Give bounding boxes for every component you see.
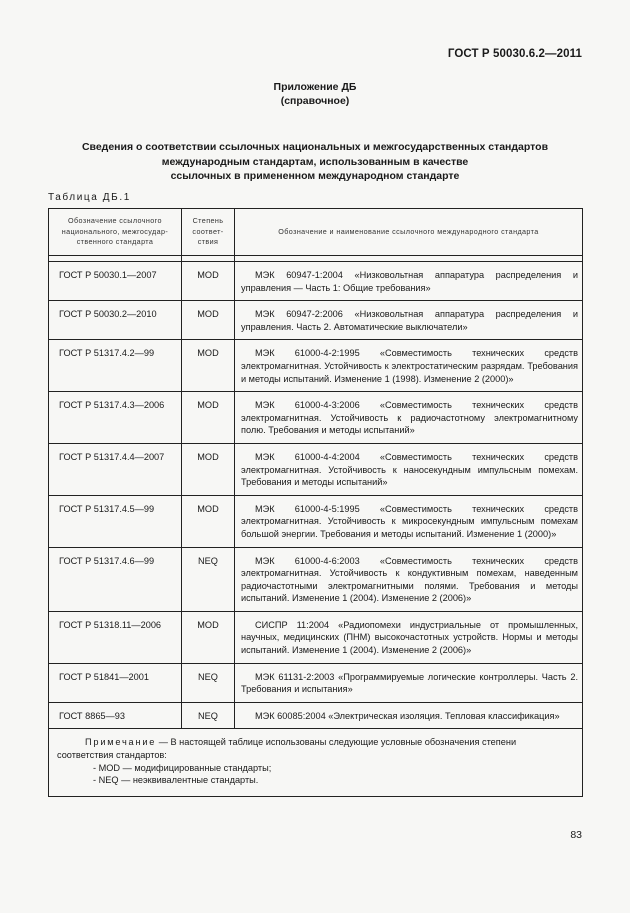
degree-cell: MOD <box>182 301 235 340</box>
appendix-title: Приложение ДБ <box>273 81 357 93</box>
international-standard-text: МЭК 61000-4-5:1995 «Совместимость технических средств электромагнитная. Устойчивость к микросекундным импульсным помехам большой энергии. Требования и методы испытаний. Изменение 1 (2000)» <box>241 503 578 539</box>
international-standard-cell <box>235 392 583 444</box>
note-item-mod: - MOD — модифицированные стандарты; <box>93 762 272 773</box>
national-standard-cell: ГОСТ Р 51841—2001 <box>49 663 182 702</box>
table-label: Таблица ДБ.1 <box>48 192 131 203</box>
degree-cell: MOD <box>182 340 235 392</box>
degree-cell: NEQ <box>182 663 235 702</box>
international-standard-cell <box>235 262 583 301</box>
standard-designation-header: ГОСТ Р 50030.6.2—2011 <box>447 48 582 60</box>
note-text: — В настоящей таблице использованы следующие условные обозначения степени соответствия стандартов: <box>57 737 517 761</box>
international-standard-cell <box>235 495 583 547</box>
international-standard-text: МЭК 61000-4-6:2003 «Совместимость технических средств электромагнитная. Устойчивость к кондуктивным помехам, наведенным радиочастотными электромагнитными полями. Требования и методы испытаний. Изменение 1 (2004). Изменение 2 (2006)» <box>241 555 578 604</box>
national-standard-cell: ГОСТ Р 51317.4.4—2007 <box>49 443 182 495</box>
degree-cell: MOD <box>182 392 235 444</box>
table-row <box>49 340 583 392</box>
table-row <box>49 702 583 729</box>
table-row <box>49 443 583 495</box>
table-row <box>49 495 583 547</box>
table-note-row <box>49 729 583 796</box>
table-row <box>49 301 583 340</box>
page-number: 83 <box>570 829 582 841</box>
national-standard-cell: ГОСТ Р 50030.1—2007 <box>49 262 182 301</box>
table-note <box>49 729 583 796</box>
table-row <box>49 392 583 444</box>
note-item-neq: - NEQ — неэквивалентные стандарты. <box>93 775 259 786</box>
degree-cell: MOD <box>182 611 235 663</box>
degree-cell: MOD <box>182 262 235 301</box>
degree-cell: NEQ <box>182 547 235 611</box>
international-standard-text: МЭК 61000-4-4:2004 «Совместимость технических средств электромагнитная. Устойчивость к наносекундным импульсным помехам. Требования и методы испытаний» <box>241 451 578 488</box>
international-standard-text: МЭК 60947-1:2004 «Низковольтная аппаратура распределения и управления — Часть 1: Общие требования» <box>241 270 578 293</box>
international-standard-text: МЭК 61000-4-2:1995 «Совместимость технических средств электромагнитная. Устойчивость к электростатическим разрядам. Требования и методы испытаний. Изменение 1 (1998). Изменение 2 (2000)» <box>241 348 578 384</box>
header-national-standard: Обозначение ссылочного национального, межгосудар-ственного стандарта <box>49 209 182 256</box>
national-standard-cell: ГОСТ Р 51318.11—2006 <box>49 611 182 663</box>
degree-cell: NEQ <box>182 702 235 729</box>
national-standard-cell: ГОСТ Р 51317.4.3—2006 <box>49 392 182 444</box>
international-standard-text: МЭК 61131-2:2003 «Программируемые логические контроллеры. Часть 2. Требования и испытания» <box>241 671 578 695</box>
national-standard-cell: ГОСТ Р 51317.4.6—99 <box>49 547 182 611</box>
international-standard-cell <box>235 443 583 495</box>
international-standard-cell <box>235 301 583 340</box>
national-standard-cell: ГОСТ Р 51317.4.5—99 <box>49 495 182 547</box>
international-standard-text: СИСПР 11:2004 «Радиопомехи индустриальные от промышленных, научных, медицинских (ПНМ) высокочастотных устройств. Нормы и методы испытаний. Изменение 1 (2004). Изменение 2 (2006)» <box>241 619 578 656</box>
international-standard-text: МЭК 60947-2:2006 «Низковольтная аппаратура распределения и управления. Часть 2. Автоматические выключатели» <box>241 309 578 332</box>
title-line-1: Сведения о соответствии ссылочных национальных и межгосударственных стандартов <box>81 141 549 153</box>
table-row <box>49 611 583 663</box>
document-title <box>40 140 590 184</box>
header-degree: Степень соответ-ствия <box>182 209 235 256</box>
table-header-row <box>49 209 583 256</box>
national-standard-cell: ГОСТ 8865—93 <box>49 702 182 729</box>
international-standard-cell <box>235 663 583 702</box>
national-standard-cell: ГОСТ Р 50030.2—2010 <box>49 301 182 340</box>
degree-cell: MOD <box>182 495 235 547</box>
national-standard-cell: ГОСТ Р 51317.4.2—99 <box>49 340 182 392</box>
international-standard-text: МЭК 61000-4-3:2006 «Совместимость технических средств электромагнитная. Устойчивость к радиочастотному электромагнитному полю. Требования и методы испытаний» <box>241 400 578 436</box>
international-standard-cell <box>235 547 583 611</box>
title-line-2: международным стандартам, использованным в качестве <box>161 155 469 168</box>
international-standard-text: МЭК 60085:2004 «Электрическая изоляция. Тепловая классификация» <box>255 710 560 721</box>
title-line-3: ссылочных в примененном международном стандарте <box>170 170 460 182</box>
header-international-standard: Обозначение и наименование ссылочного международного стандарта <box>235 209 583 256</box>
international-standard-cell <box>235 611 583 663</box>
degree-cell: MOD <box>182 443 235 495</box>
appendix-subtitle: (справочное) <box>280 95 350 107</box>
appendix-heading <box>0 80 630 108</box>
table-row <box>49 547 583 611</box>
international-standard-cell <box>235 340 583 392</box>
table-row <box>49 262 583 301</box>
international-standard-cell <box>235 702 583 729</box>
note-label: Примечание <box>85 737 157 748</box>
correspondence-table <box>48 208 583 797</box>
table-row <box>49 663 583 702</box>
